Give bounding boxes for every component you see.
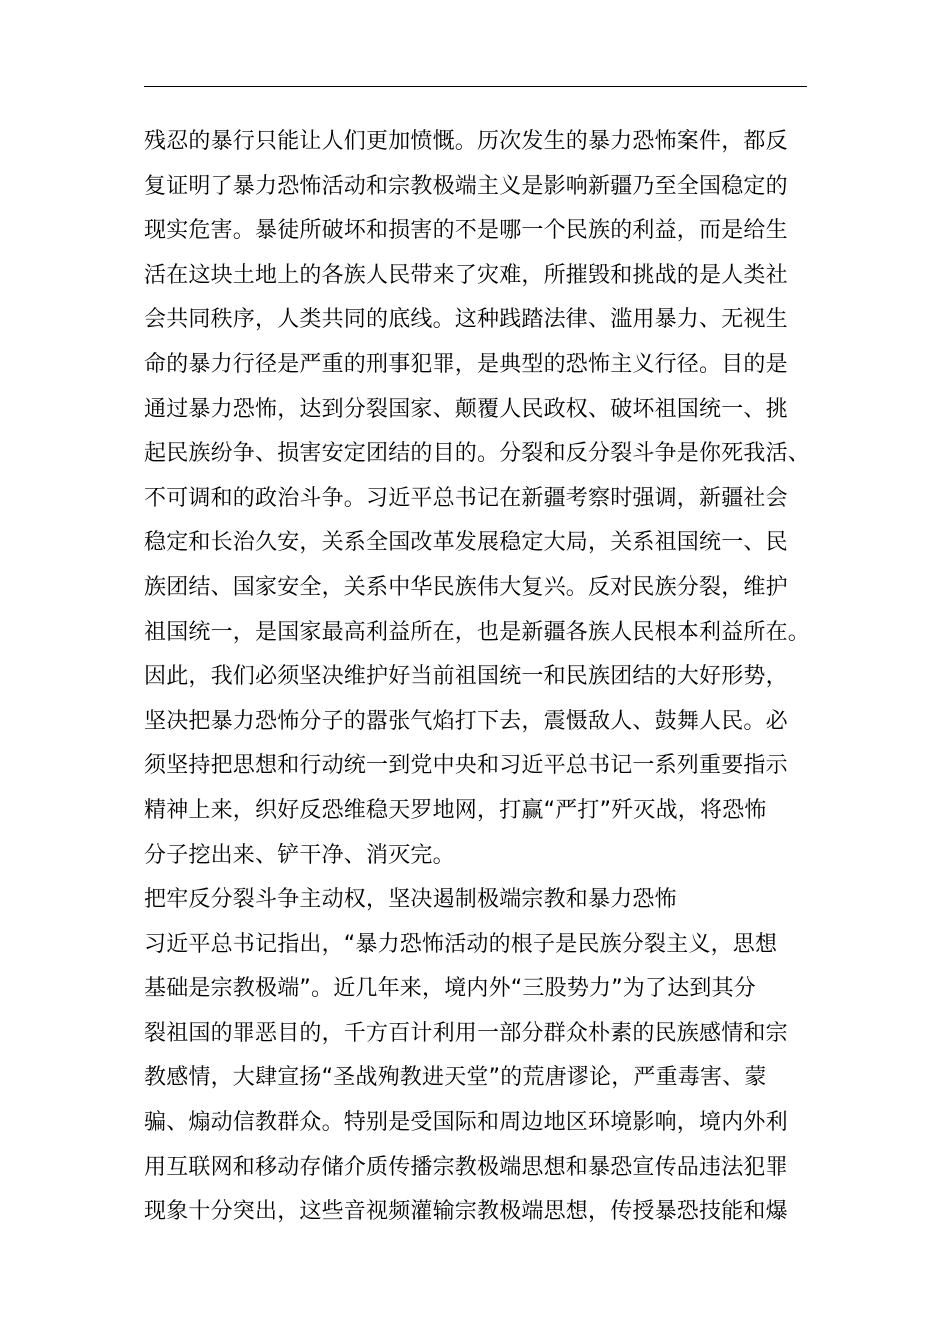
- section-heading: 把牢反分裂斗争主动权，坚决遏制极端宗教和暴力恐怖: [144, 887, 677, 913]
- text-line: 会共同秩序，人类共同的底线。这种践踏法律、滥用暴力、无视生: [144, 307, 788, 333]
- text-line: 分子挖出来、铲干净、消灭完。: [144, 842, 455, 868]
- text-line: 基础是宗教极端”。近几年来，境内外“三股势力”为了达到其分: [144, 976, 756, 1002]
- text-line: 骗、煽动信教群众。特别是受国际和周边地区环境影响，境内外利: [144, 1110, 788, 1136]
- text-line: 命的暴力行径是严重的刑事犯罪，是典型的恐怖主义行径。目的是: [144, 351, 788, 377]
- text-line: 须坚持把思想和行动统一到党中央和习近平总书记一系列重要指示: [144, 753, 788, 779]
- text-line: 活在这块土地上的各族人民带来了灾难，所摧毁和挑战的是人类社: [144, 262, 788, 288]
- text-line: 教感情，大肆宣扬“圣战殉教进天堂”的荒唐谬论，严重毒害、蒙: [144, 1065, 767, 1091]
- text-line: 精神上来，织好反恐维稳天罗地网，打赢“严打”歼灭战，将恐怖: [144, 797, 767, 823]
- text-line: 祖国统一，是国家最高利益所在，也是新疆各族人民根本利益所在。: [144, 619, 811, 645]
- text-line: 复证明了暴力恐怖活动和宗教极端主义是影响新疆乃至全国稳定的: [144, 173, 788, 199]
- text-line: 裂祖国的罪恶目的，千方百计利用一部分群众朴素的民族感情和宗: [144, 1020, 788, 1046]
- text-line: 用互联网和移动存储介质传播宗教极端思想和暴恐宣传品违法犯罪: [144, 1154, 788, 1180]
- body-text: [144, 120, 834, 1235]
- text-line: 现实危害。暴徒所破坏和损害的不是哪一个民族的利益，而是给生: [144, 218, 788, 244]
- header-rule: [144, 86, 807, 87]
- text-line: 习近平总书记指出，“暴力恐怖活动的根子是民族分裂主义，思想: [144, 931, 778, 957]
- text-line: 族团结、国家安全，关系中华民族伟大复兴。反对民族分裂，维护: [144, 574, 788, 600]
- text-line: 残忍的暴行只能让人们更加愤慨。历次发生的暴力恐怖案件，都反: [144, 129, 788, 154]
- text-line: 现象十分突出，这些音视频灌输宗教极端思想，传授暴恐技能和爆: [144, 1199, 788, 1225]
- text-line: 不可调和的政治斗争。习近平总书记在新疆考察时强调，新疆社会: [144, 485, 788, 511]
- text-line: 因此，我们必须坚决维护好当前祖国统一和民族团结的大好形势，: [144, 664, 788, 690]
- text-line: 稳定和长治久安，关系全国改革发展稳定大局，关系祖国统一、民: [144, 530, 788, 556]
- text-line: 坚决把暴力恐怖分子的嚣张气焰打下去，震慑敌人、鼓舞人民。必: [144, 708, 788, 734]
- text-line: 起民族纷争、损害安定团结的目的。分裂和反分裂斗争是你死我活、: [144, 441, 811, 467]
- text-line: 通过暴力恐怖，达到分裂国家、颠覆人民政权、破坏祖国统一、挑: [144, 396, 788, 422]
